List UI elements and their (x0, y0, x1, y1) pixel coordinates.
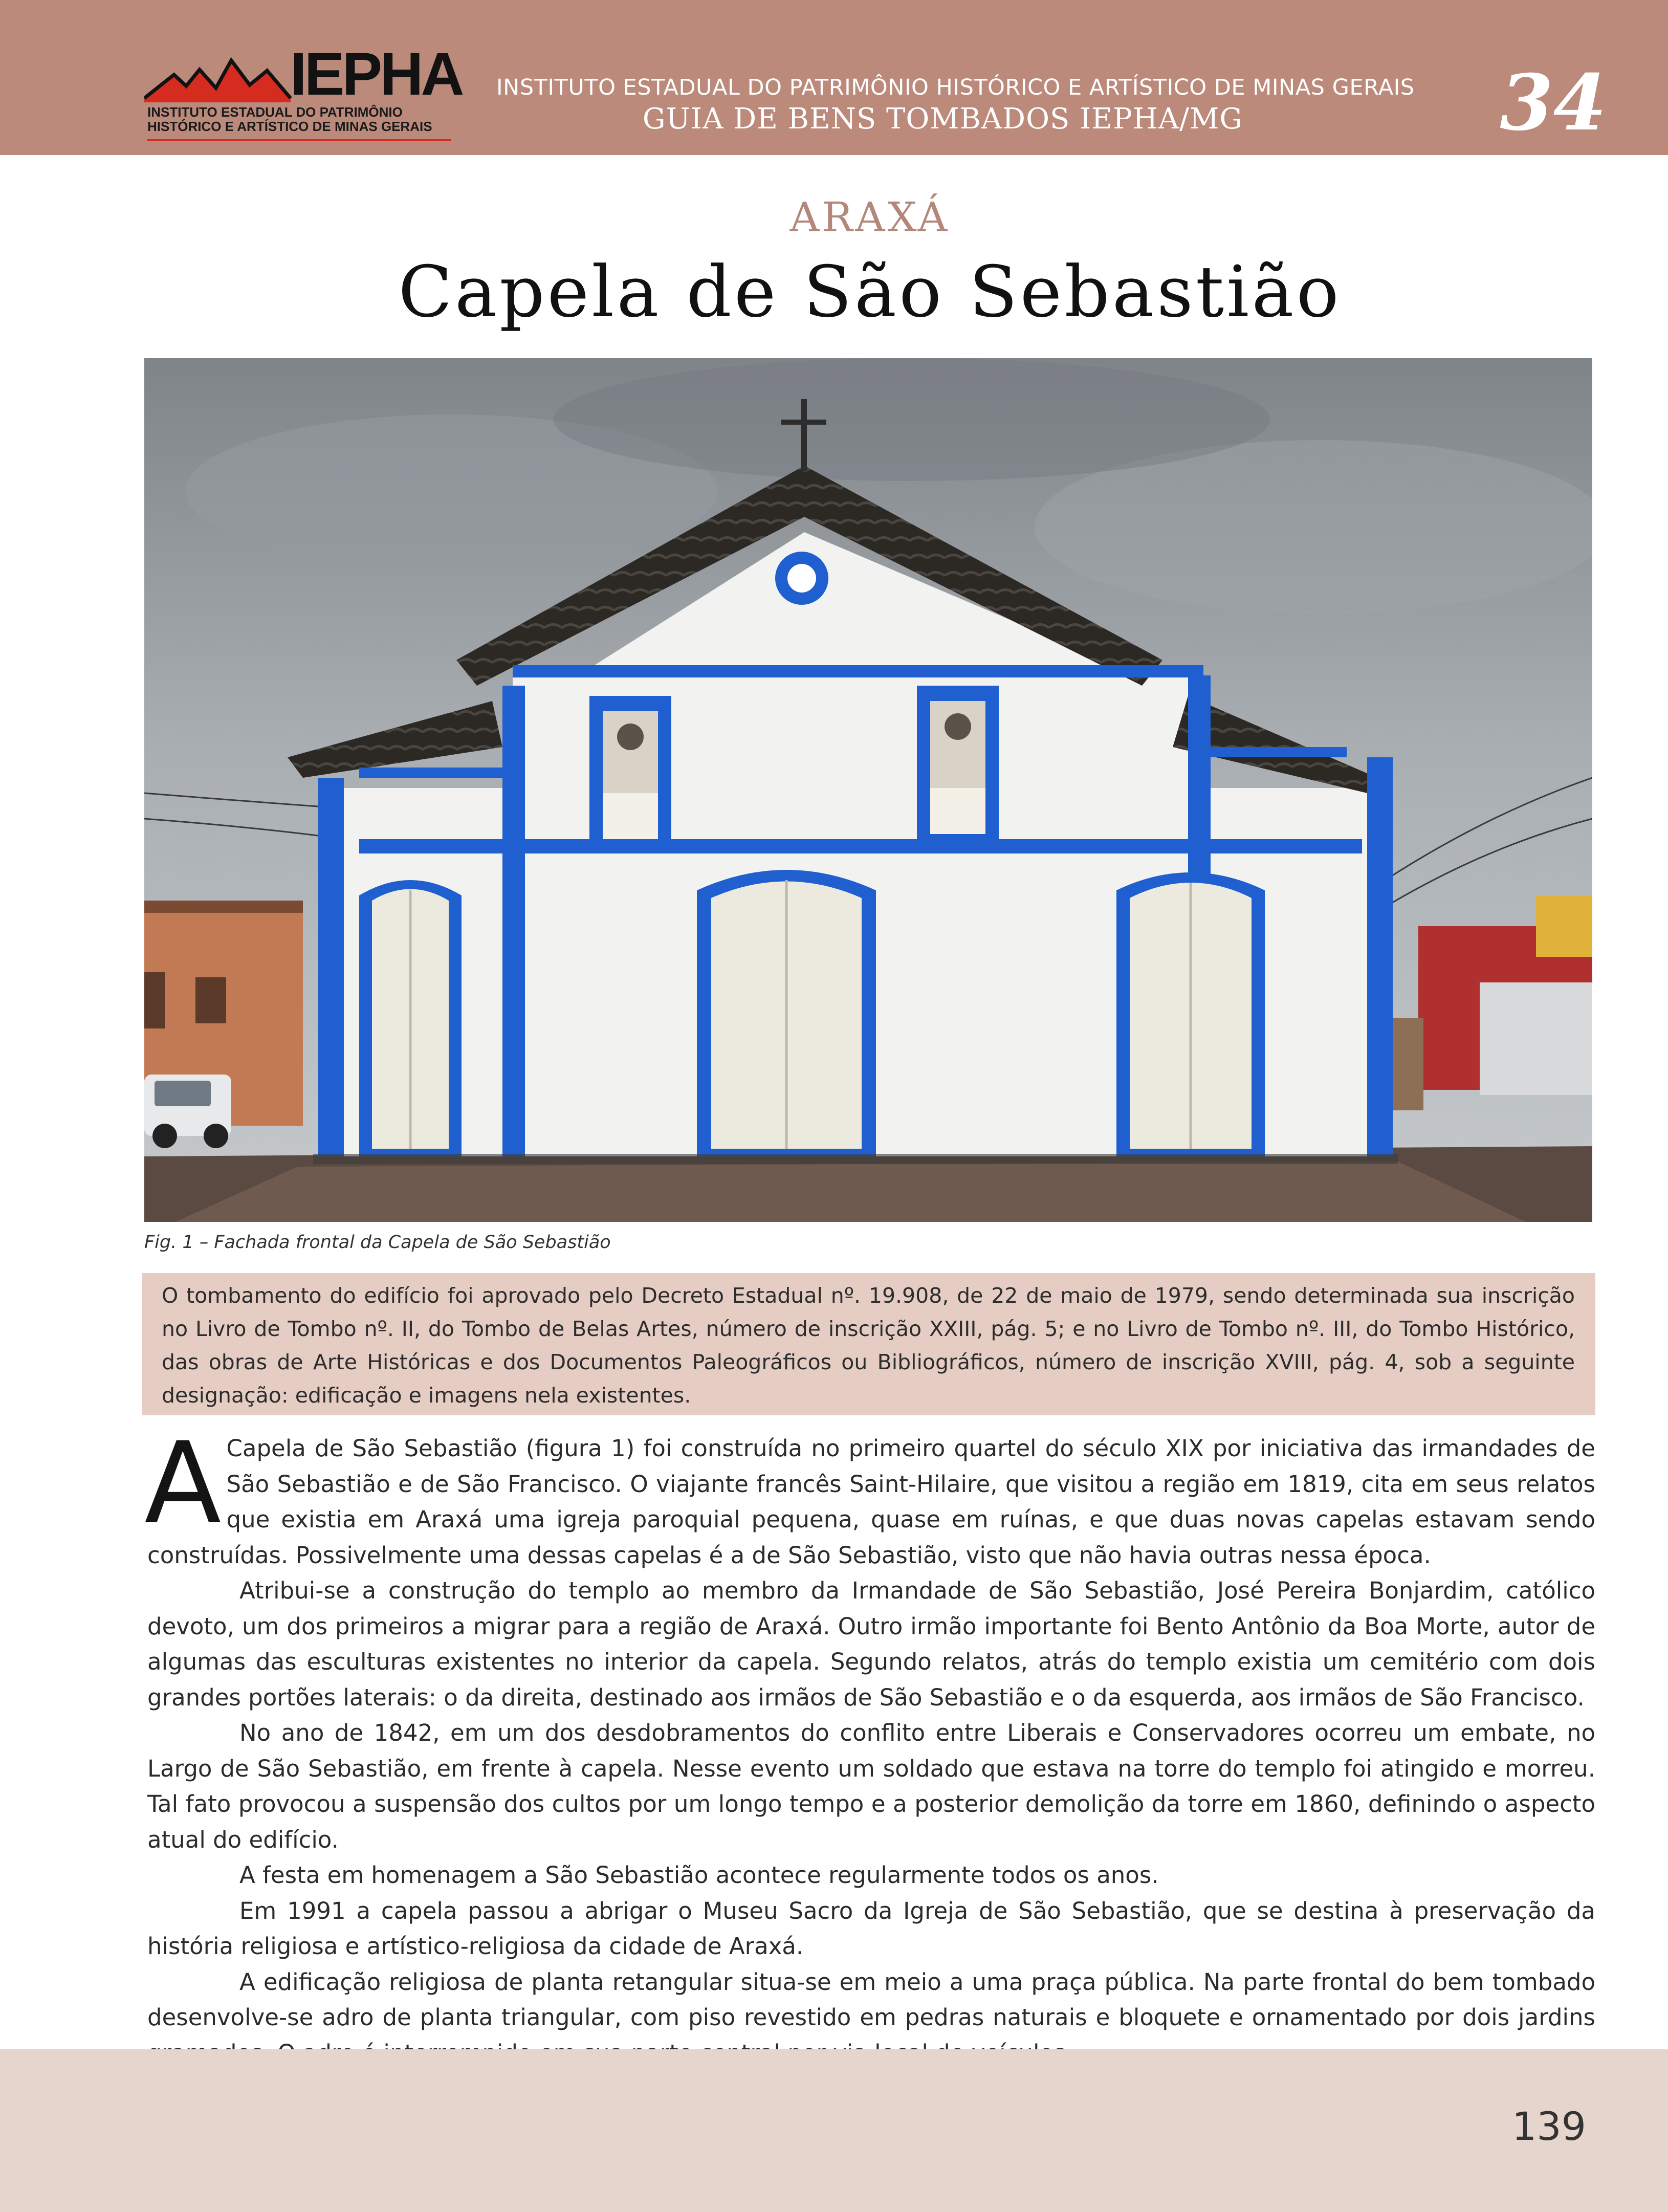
paragraph-3: No ano de 1842, em um dos desdobramentos do conflito entre Liberais e Conservadores ocorreu um embate, no Largo de São Sebastião, em frente à capela. Nesse evento um soldado que estava na torre do templo foi atingido e morreu. Tal fato provocou a suspensão dos cultos por um longo tempo e a posterior demolição da torre em 1860, definindo o aspecto atual do edifício. (147, 1719, 1595, 1853)
section-number: 34 (1500, 58, 1607, 148)
guide-title: GUIA DE BENS TOMBADOS IEPHA/MG (642, 102, 1243, 136)
logo-underline (147, 139, 451, 141)
page-number: 139 (1511, 2104, 1586, 2149)
listing-info-box (142, 1273, 1595, 1415)
paragraph-6: A edificação religiosa de planta retangular situa-se em meio a uma praça pública. Na parte frontal do bem tombado desenvolve-se adro de planta triangular, com piso revestido em pedras naturais e bloquete e ornamentado por dois jardins (147, 1968, 1595, 2031)
city-heading: ARAXÁ (789, 193, 950, 241)
logo-subtitle-line2: HISTÓRICO E ARTÍSTICO DE MINAS GERAIS (147, 119, 432, 134)
logo-subtitle-line1: INSTITUTO ESTADUAL DO PATRIMÔNIO (147, 104, 403, 120)
page-header (0, 0, 1668, 155)
paragraph-2: Atribui-se a construção do templo ao membro da Irmandade de São Sebastião, José Pereira Bonjardim, católico devoto, um dos primeiros a migrar para a região de Araxá. Outro irmão importante foi Bento Antônio da Boa Morte, autor de algumas das esculturas existentes no interior da capela. Segundo relatos, atrás do templo existia um cemitério com dois grandes portões laterais: o da direita, destinado aos irmãos de São Sebastião e o da esquerda, aos irmãos de São Francisco. (147, 1577, 1595, 1711)
mountain-logo-icon (144, 45, 298, 106)
chapel-facade-illustration (144, 358, 1592, 1222)
drop-cap: A (144, 1418, 222, 1549)
paragraph-1 (144, 1418, 1595, 1573)
listing-info-text: O tombamento do edifício foi aprovado pelo Decreto Estadual nº. 19.908, de 22 de maio de 1979, sendo determinada sua inscrição no Livro de Tombo nº. II, do Tombo de Belas Artes, número de inscrição XXIII, pág. 5; e no Livro de Tombo nº. III, do Tombo Histórico, das obras de Arte Históricas e dos Documentos Paleográficos ou Bibliográficos, número de inscrição XVIII, pág. 4, sob a seguinte designação: edificação e imagens nela existentes. (162, 1283, 1575, 1408)
church-photo (144, 358, 1592, 1222)
article-body (144, 1418, 1595, 2071)
page-title: Capela de São Sebastião (398, 251, 1342, 333)
photo-caption: Fig. 1 – Fachada frontal da Capela de São Sebastião (144, 1232, 611, 1253)
logo-wordmark: IEPHA (290, 40, 462, 108)
paragraph-5: Em 1991 a capela passou a abrigar o Museu Sacro da Igreja de São Sebastião, que se destina à preservação da história religiosa e artístico-religiosa da cidade de Araxá. (147, 1897, 1595, 1960)
institute-name: INSTITUTO ESTADUAL DO PATRIMÔNIO HISTÓRICO E ARTÍSTICO DE MINAS GERAIS (496, 75, 1415, 100)
iepha-logo (144, 40, 462, 147)
page-footer (0, 2049, 1668, 2212)
paragraph-4: A festa em homenagem a São Sebastião acontece regularmente todos os anos. (239, 1861, 1159, 1889)
paragraph-1-text: Capela de São Sebastião (figura 1) foi construída no primeiro quartel do século XIX por iniciativa das irmandades de São Sebastião e de São Francisco. O viajante francês Saint-Hilaire, que visitou a região em 1819, cita em seus relatos que existia em Araxá uma igreja paroquial pequena, quase em ruínas, e que duas novas capelas estavam sendo construídas. Possivelmente uma dessas capelas é a de São Sebastião, visto que não havia outras nessa época. (147, 1435, 1595, 1569)
